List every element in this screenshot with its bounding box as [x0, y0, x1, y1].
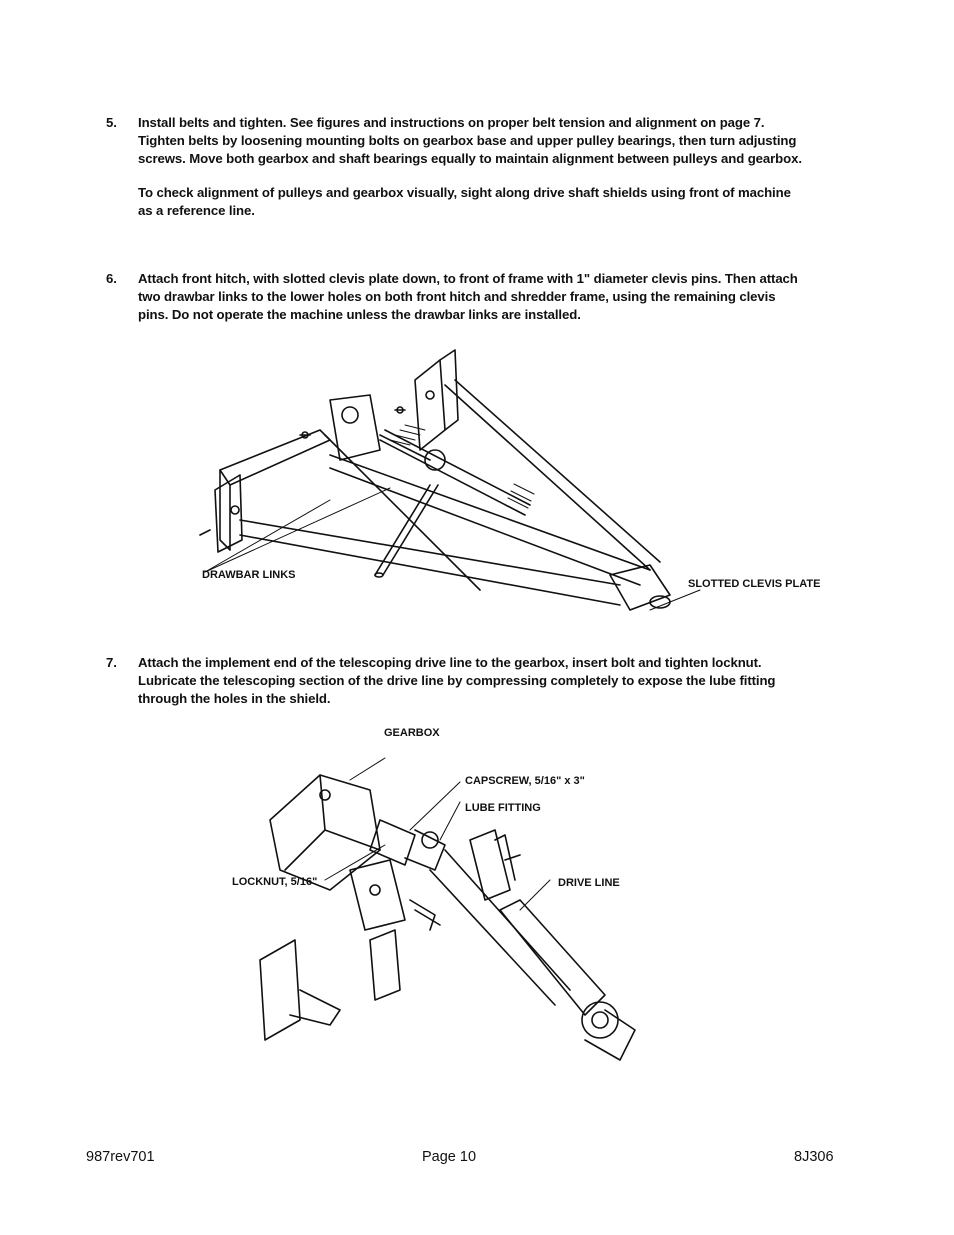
step-number: 7. — [106, 655, 117, 670]
step-5 — [106, 114, 806, 220]
capscrew-label: CAPSCREW, 5/16" x 3" — [465, 775, 585, 787]
slotted-clevis-plate-label: SLOTTED CLEVIS PLATE — [688, 578, 821, 590]
model-number: 8J306 — [794, 1149, 834, 1165]
gearbox-label: GEARBOX — [384, 727, 440, 739]
hitch-assembly-figure — [180, 340, 700, 640]
lube-fitting-label: LUBE FITTING — [465, 802, 541, 814]
step-6 — [106, 270, 806, 324]
step-paragraph: To check alignment of pulleys and gearbox visually, sight along drive shaft shields using front of machine as a reference line. — [138, 185, 791, 218]
step-paragraph: Attach front hitch, with slotted clevis plate down, to front of frame with 1" diameter clevis pins. Then attach two drawbar links to the lower holes on both front hitch and shredder frame, using the remaining clevis pins. Do not operate the machine unless the drawbar links are installed. — [138, 271, 798, 322]
drive-line-figure — [230, 740, 650, 1070]
step-paragraph: Attach the implement end of the telescoping drive line to the gearbox, insert bolt and tighten locknut. Lubricate the telescoping section of the drive line by compressing completely to expose the lube fitting through the holes in the shield. — [138, 655, 776, 706]
drawbar-links-label: DRAWBAR LINKS — [202, 569, 296, 581]
step-7 — [106, 654, 806, 708]
page-number: Page 10 — [422, 1149, 477, 1165]
step-paragraph: Install belts and tighten. See figures and instructions on proper belt tension and alignment on page 7. Tighten belts by loosening mounting bolts on gearbox base and upper pulley bearings, then turn adjusting screws. Move both gearbox and shaft bearings equally to maintain alignment between pulleys and gearbox. — [138, 115, 802, 166]
document-id: 987rev701 — [86, 1149, 155, 1165]
drive-line-label: DRIVE LINE — [558, 877, 620, 889]
step-number: 6. — [106, 271, 117, 286]
step-number: 5. — [106, 115, 117, 130]
locknut-label: LOCKNUT, 5/16" — [232, 876, 318, 888]
